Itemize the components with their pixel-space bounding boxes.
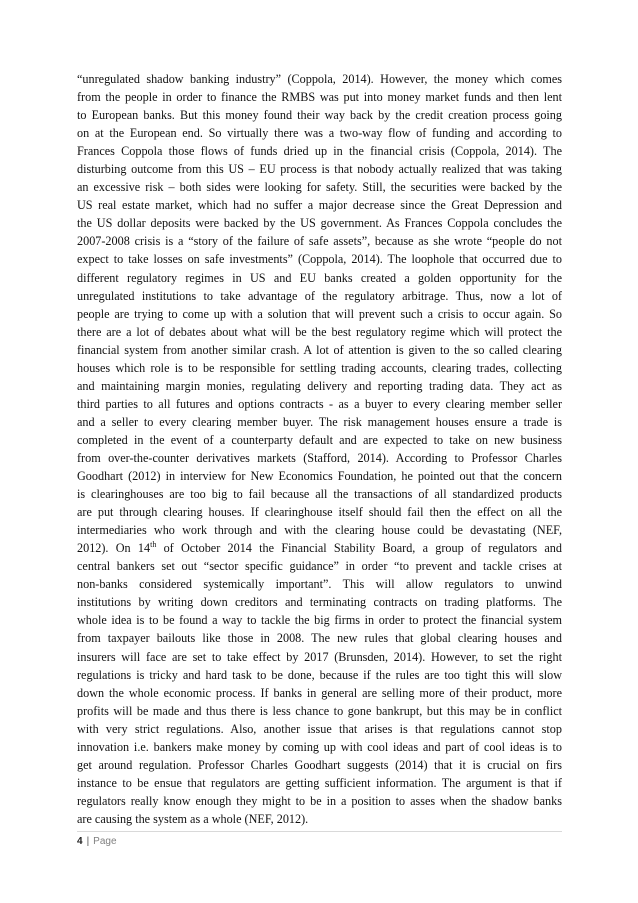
text-line: financial system from another similar crash. A lot of attention is given to the so called clearing bbox=[77, 342, 562, 357]
text-line: on at the European end. So virtually there was a two-way flow of funding and according to bbox=[77, 126, 562, 141]
text-line: regulations is tricky and hard task to be done, because if the rules are too tight this will slow bbox=[77, 667, 562, 682]
text-line: regulators really know enough they might to be in a position to asses when the shadow banks bbox=[77, 793, 562, 808]
paragraph-part-1 bbox=[77, 70, 562, 539]
text-line: completed in the event of a counterparty default and are expected to take on new business bbox=[77, 432, 562, 447]
text-line: insurers will face are set to take effect by 2017 (Brunsden, 2014). However, to set the right bbox=[77, 649, 562, 664]
line-text-after: of October 2014 the Financial Stability Board, a group of regulators and bbox=[156, 541, 562, 556]
text-line: whole idea is to be found a way to tackle the big firms in order to protect the financial system bbox=[77, 613, 562, 628]
paragraph-part-2 bbox=[77, 557, 562, 828]
text-line: profits will be made and thus there is less chance to gone bankrupt, but this may be in conflict bbox=[77, 703, 562, 718]
text-line: is clearinghouses are too big to fail because all the transactions of all standardized products bbox=[77, 487, 562, 502]
text-line: the US dollar deposits were backed by the US government. As Frances Coppola concludes the bbox=[77, 216, 562, 231]
text-line: to European banks. But this money found their way back by the credit creation process going bbox=[77, 108, 562, 123]
text-line: unregulated institutions to take advantage of the regulatory arbitrage. Thus, now a lot of bbox=[77, 288, 562, 303]
text-line: and a seller to every clearing member buyer. The risk management houses ensure a trade is bbox=[77, 414, 562, 429]
footer-divider bbox=[77, 831, 562, 832]
text-line: 2007-2008 crisis is a “story of the failure of safe assets”, because as she wrote “people do not bbox=[77, 234, 562, 249]
text-line: US real estate market, which had no suffer a major decrease since the Great Depression and bbox=[77, 198, 562, 213]
text-line: with very strict regulations. Also, another issue that arises is that regulations cannot stop bbox=[77, 721, 562, 736]
text-line: down the whole economic process. If banks in general are selling more of their product, more bbox=[77, 685, 562, 700]
text-line: from the people in order to finance the RMBS was put into money market funds and then lent bbox=[77, 90, 562, 105]
text-line: “unregulated shadow banking industry” (Coppola, 2014). However, the money which comes bbox=[77, 72, 562, 86]
text-line: central bankers set out “sector specific guidance” in order “to prevent and tackle crises at bbox=[77, 559, 562, 574]
text-line: from taxpayer bailouts like those in 2008. The new rules that global clearing houses and bbox=[77, 631, 562, 646]
footer-separator: | bbox=[86, 836, 90, 847]
text-line: people are trying to come up with a solution that will prevent such a crisis to occur again. So bbox=[77, 306, 562, 321]
page-number: 4 bbox=[77, 836, 83, 847]
text-line: third parties to all futures and options contracts - as a buyer to every clearing member seller bbox=[77, 396, 562, 411]
text-line: houses which role is to be responsible for settling trading accounts, clearing trades, collecting bbox=[77, 360, 562, 375]
text-line: intermediaries who work through and with the clearing house could be devastating (NEF, bbox=[77, 523, 562, 538]
text-line: from over-the-counter derivatives markets (Stafford, 2014). According to Professor Charles bbox=[77, 450, 562, 465]
text-line: are put through clearing houses. If clearinghouse itself should fail then the effect on all the bbox=[77, 505, 562, 520]
text-line: different regulatory regimes in US and EU banks created a golden opportunity for the bbox=[77, 270, 562, 285]
text-line: Frances Coppola those flows of funds dried up in the financial crisis (Coppola, 2014). The bbox=[77, 144, 562, 159]
text-line: disturbing outcome from this US – EU process is that nobody actually realized that was taking bbox=[77, 162, 562, 177]
line-text-before: 2012). On 14 bbox=[77, 541, 151, 556]
ordinal-superscript: th bbox=[150, 540, 157, 550]
text-line: Goodhart (2012) in interview for New Economics Foundation, he pointed out that the concern bbox=[77, 469, 562, 484]
text-line: non-banks considered systemically important”. This will allow regulators to unwind bbox=[77, 577, 562, 592]
text-line: instance to be ensue that regulators are getting sufficient information. The argument is that if bbox=[77, 775, 562, 790]
text-line-superscript bbox=[77, 539, 562, 557]
body-text bbox=[77, 70, 562, 828]
text-line: get around regulation. Professor Charles Goodhart suggests (2014) that it is crucial on firs bbox=[77, 757, 562, 772]
text-line: institutions by writing down creditors and terminating contracts on trading platforms. The bbox=[77, 595, 562, 610]
text-line: there are a lot of debates about what will be the best regulatory regime which will protect the bbox=[77, 324, 562, 339]
text-line: innovation i.e. bankers make money by coming up with cool ideas and part of cool ideas is to bbox=[77, 739, 562, 754]
text-line: are causing the system as a whole (NEF, 2012). bbox=[77, 811, 309, 826]
text-line: and maintaining margin monies, regulating delivery and reporting trading data. They act as bbox=[77, 378, 562, 393]
text-line: an excessive risk – both sides were looking for safety. Still, the securities were backed by the bbox=[77, 180, 562, 195]
page-label: Page bbox=[93, 836, 117, 847]
page-footer bbox=[77, 836, 117, 847]
text-line: expect to take losses on safe investments” (Coppola, 2014). The loophole that occurred due to bbox=[77, 252, 562, 267]
